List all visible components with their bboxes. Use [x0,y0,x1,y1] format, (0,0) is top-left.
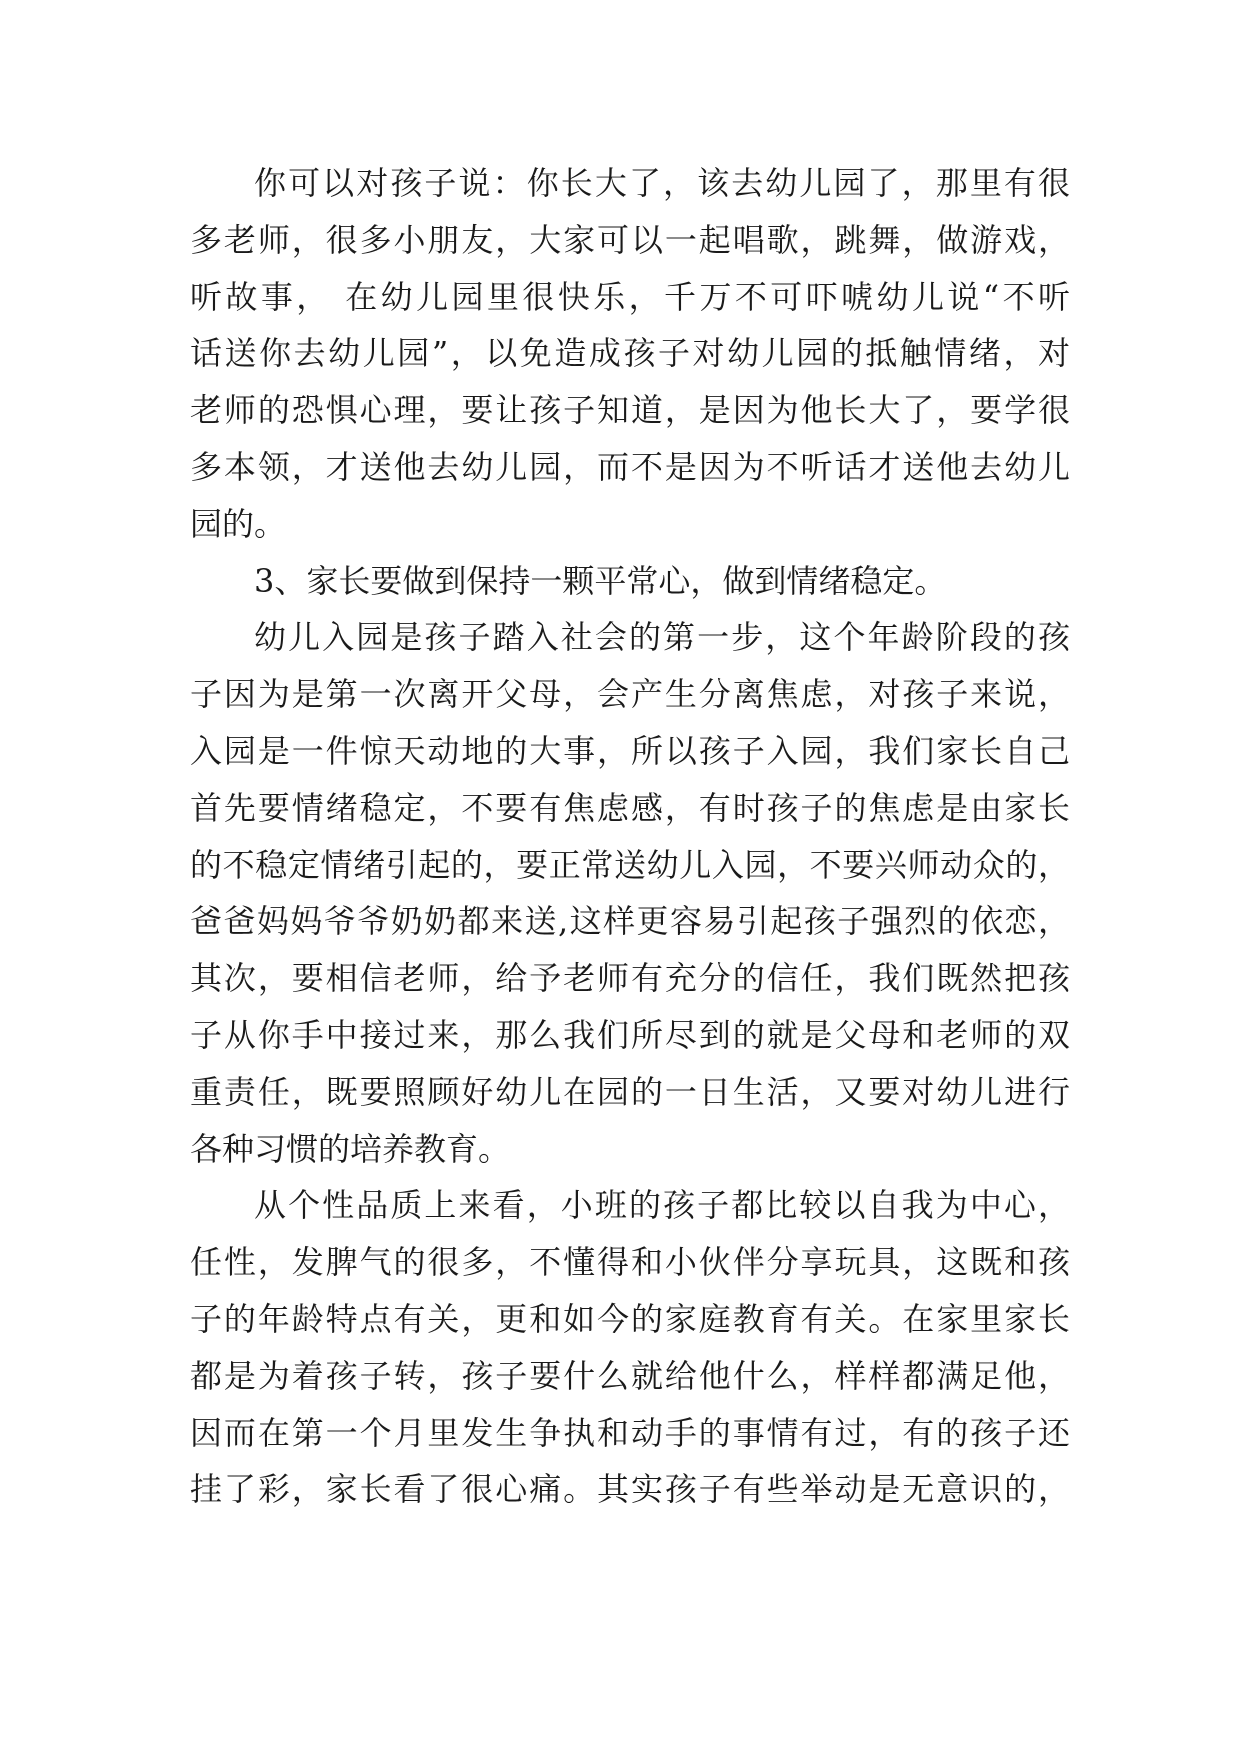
text-line: 首先要情绪稳定，不要有焦虑感，有时孩子的焦虑是由家长 [190,788,1070,827]
document-body [190,155,1070,1518]
text-line: 都是为着孩子转，孩子要什么就给他什么，样样都满足他， [190,1356,1070,1395]
text-line: 多老师，很多小朋友，大家可以一起唱歌，跳舞，做游戏， [190,220,1070,259]
text-line: 3、家长要做到保持一颗平常心，做到情绪稳定。 [254,561,947,600]
text-line: 重责任，既要照顾好幼儿在园的一日生活，又要对幼儿进行 [190,1072,1070,1111]
text-line: 多本领，才送他去幼儿园，而不是因为不听话才送他去幼儿 [190,447,1070,486]
text-line: 的不稳定情绪引起的，要正常送幼儿入园，不要兴师动众的， [190,845,1070,884]
text-line: 你可以对孩子说：你长大了，该去幼儿园了，那里有很 [254,164,1070,202]
text-line: 老师的恐惧心理，要让孩子知道，是因为他长大了，要学很 [190,391,1070,430]
text-line: 听故事， 在幼儿园里很快乐，千万不可吓唬幼儿说“不听 [190,277,1070,316]
text-line: 因而在第一个月里发生争执和动手的事情有过，有的孩子还 [190,1413,1070,1452]
text-line: 从个性品质上来看，小班的孩子都比较以自我为中心， [254,1186,1070,1225]
text-line: 子的年龄特点有关，更和如今的家庭教育有关。在家里家长 [190,1299,1070,1338]
text-line: 子因为是第一次离开父母，会产生分离焦虑，对孩子来说， [190,675,1070,714]
text-line: 子从你手中接过来，那么我们所尽到的就是父母和老师的双 [190,1015,1070,1054]
text-line: 任性，发脾气的很多，不懂得和小伙伴分享玩具，这既和孩 [190,1243,1070,1282]
text-line: 园的。 [190,504,287,543]
text-line: 其次，要相信老师，给予老师有充分的信任，我们既然把孩 [190,959,1070,998]
text-line: 各种习惯的培养教育。 [190,1129,511,1168]
text-line: 入园是一件惊天动地的大事，所以孩子入园，我们家长自己 [190,731,1070,770]
text-line: 幼儿入园是孩子踏入社会的第一步，这个年龄阶段的孩 [254,618,1070,657]
text-line: 话送你去幼儿园”，以免造成孩子对幼儿园的抵触情绪，对 [190,334,1070,373]
text-line: 爸爸妈妈爷爷奶奶都来送,这样更容易引起孩子强烈的依恋， [190,902,1070,941]
text-line: 挂了彩，家长看了很心痛。其实孩子有些举动是无意识的， [190,1470,1070,1509]
